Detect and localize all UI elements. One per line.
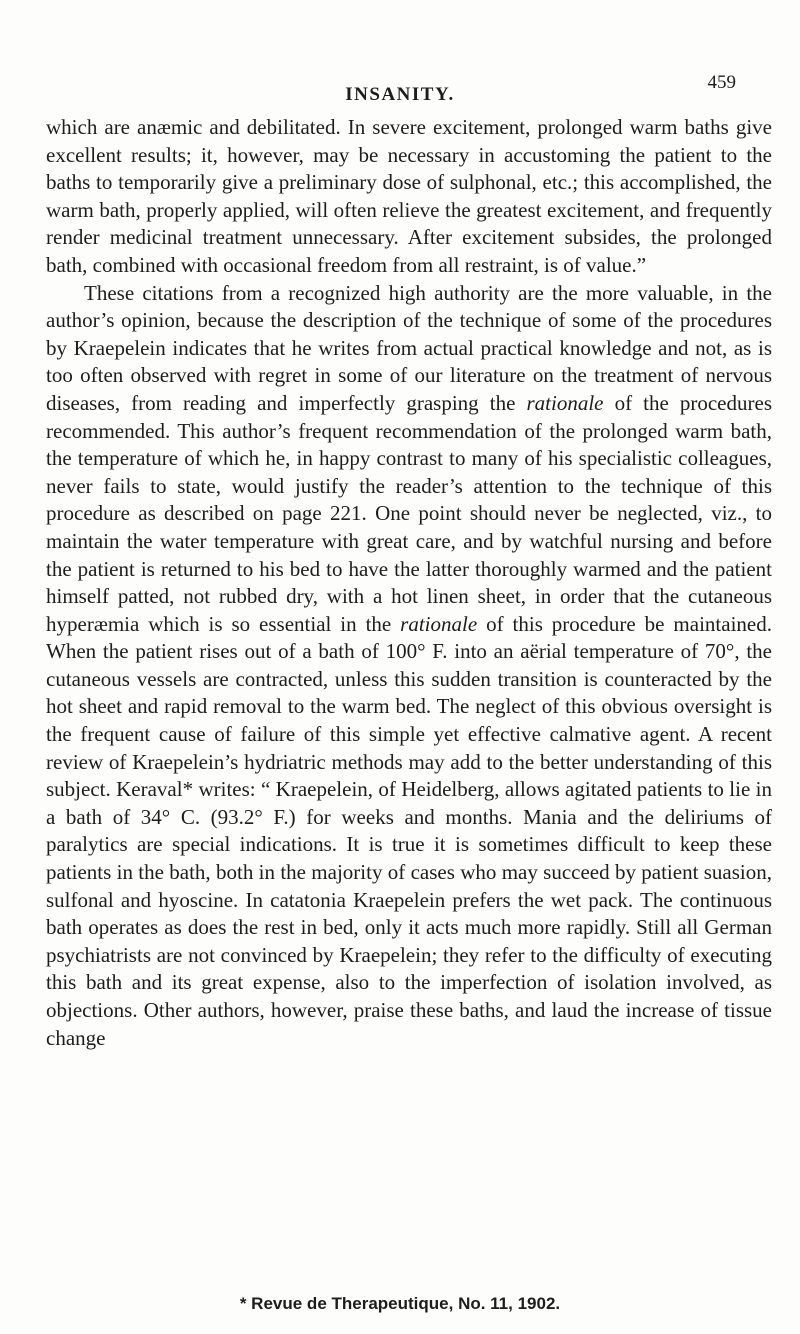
- paragraph-2: [46, 280, 772, 1053]
- rationale-italic-2: rationale: [400, 611, 478, 636]
- footnote: * Revue de Therapeutique, No. 11, 1902.: [239, 1294, 561, 1313]
- paragraph-2-text-3: of this procedure be maintained. When the patient rises out of a bath of 100° F. into an aërial temperature of 70°, the cutaneous vessels are contracted, unless this sudden transition is counteracted by the hot sheet and rapid removal to the warm bed. The neglect of this obvious oversight is the frequent cause of failure of this simple yet effective calmative agent. A recent review of Kraepelein’s hydriatric methods may add to the better understanding of this subject. Keraval* writes: “ Kraepelein, of Heidelberg, allows agitated patients to lie in a bath of 34° C. (93.2° F.) for weeks and months. Mania and the deliriums of paralytics are special indications. It is true it is sometimes difficult to keep these patients in the bath, both in the majority of cases who may succeed by patient suasion, sulfonal and hyoscine. In catatonia Kraepelein prefers the wet pack. The continuous bath operates as does the rest in bed, only it acts much more rapidly. Still all German psychiatrists are not convinced by Kraepelein; they refer to the difficulty of executing this bath and its great expense, also to the imperfection of isolation involved, as objections. Other authors, however, praise these baths, and laud the increase of tissue change: [46, 611, 772, 1050]
- paragraph-1: which are anæmic and debilitated. In severe excitement, prolonged warm baths give excellent results; it, however, may be necessary in accustoming the patient to the baths to temporarily give a preliminary dose of sulphonal, etc.; this accomplished, the warm bath, properly applied, will often relieve the greatest excitement, and frequently render medicinal treatment unnecessary. After excitement subsides, the prolonged bath, combined with occasional freedom from all restraint, is of value.”: [46, 115, 772, 277]
- body-text: [46, 114, 772, 1052]
- paragraph-2-text-1: These citations from a recognized high authority are the more valuable, in the author’s opinion, because the description of the technique of some of the procedures by Kraepelein indicates that he writes from actual practical knowledge and not, as is too often observed with regret in some of our literature on the treatment of nervous diseases, from reading and imperfectly grasping the: [46, 280, 772, 415]
- running-title: INSANITY.: [345, 84, 455, 105]
- rationale-italic-1: rationale: [526, 390, 604, 415]
- page-number: 459: [707, 72, 736, 93]
- paragraph-2-text-2: of the procedures recommended. This author’s frequent recommendation of the prolonged warm bath, the temperature of which he, in happy contrast to many of his specialistic colleagues, never fails to state, would justify the reader’s attention to the technique of this procedure as described on page 221. One point should never be neglected, viz., to maintain the water temperature with great care, and by watchful nursing and before the patient is returned to his bed to have the latter thoroughly warmed and the patient himself patted, not rubbed dry, with a hot linen sheet, in order that the cutaneous hyperæmia which is so essential in the: [46, 390, 772, 636]
